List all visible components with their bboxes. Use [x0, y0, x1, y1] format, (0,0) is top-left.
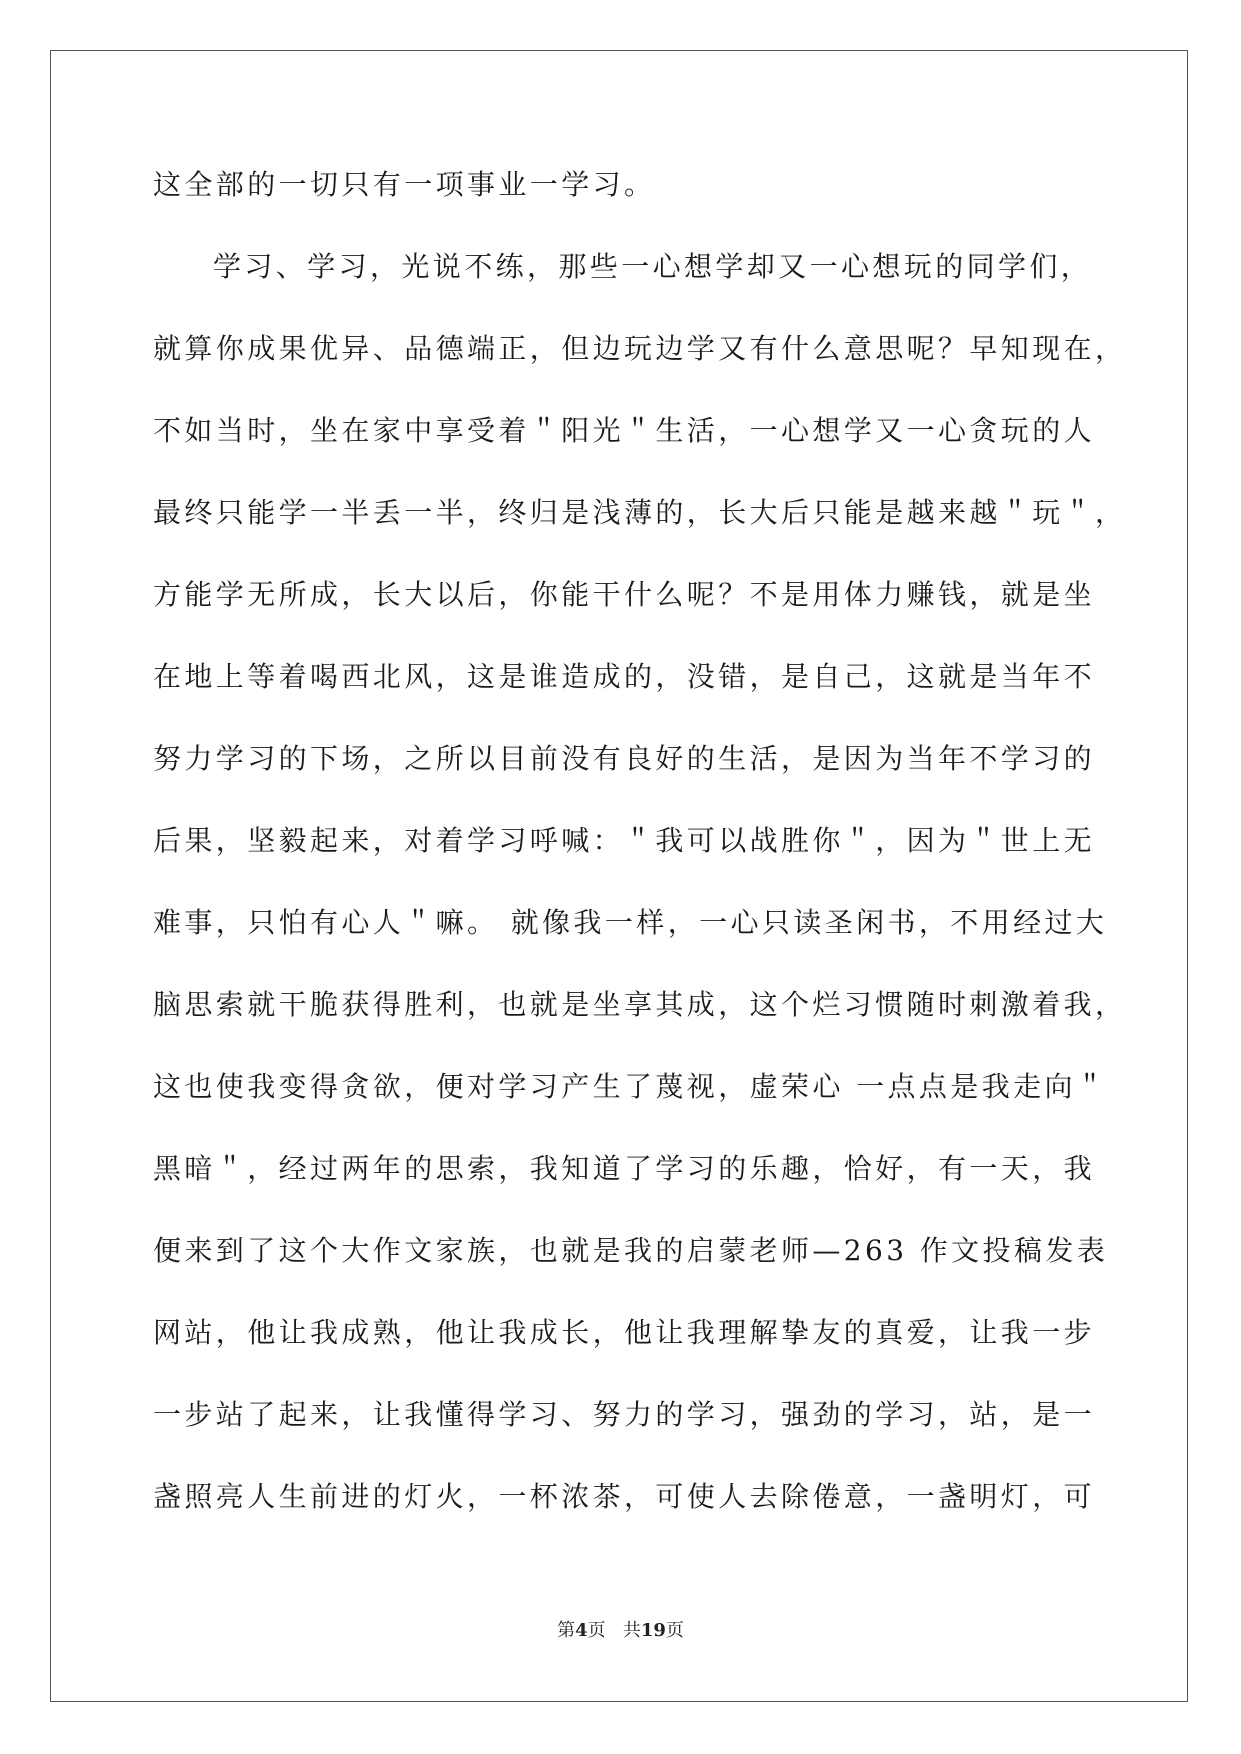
- text-line: 最终只能学一半丢一半，终归是浅薄的，长大后只能是越来越＂玩＂，: [153, 496, 1127, 529]
- text-line: 黑暗＂，经过两年的思索，我知道了学习的乐趣，恰好，有一天，我: [153, 1152, 1096, 1185]
- text-line: 一步站了起来，让我懂得学习、努力的学习，强劲的学习，站，是一: [153, 1398, 1096, 1431]
- page-footer: [0, 1616, 1241, 1642]
- text-line: 网站，他让我成熟，他让我成长，他让我理解挚友的真爱，让我一步: [153, 1316, 1096, 1349]
- footer-total-prefix: 共: [622, 1620, 641, 1641]
- text-line: 这也使我变得贪欲，便对学习产生了蔑视，虚荣心 一点点是我走向＂: [153, 1070, 1108, 1103]
- text-line: 脑思索就干脆获得胜利，也就是坐享其成，这个烂习惯随时刺激着我，: [153, 988, 1127, 1021]
- footer-prefix: 第: [557, 1620, 576, 1641]
- document-body: [153, 164, 1127, 1558]
- text-line: 不如当时，坐在家中享受着＂阳光＂生活，一心想学又一心贪玩的人: [153, 414, 1096, 447]
- footer-page-suffix: 页: [587, 1620, 606, 1641]
- text-line: 努力学习的下场，之所以目前没有良好的生活，是因为当年不学习的: [153, 742, 1096, 775]
- text-line: 这全部的一切只有一项事业一学习。: [153, 168, 656, 201]
- text-line: 后果，坚毅起来，对着学习呼喊：＂我可以战胜你＂，因为＂世上无: [153, 824, 1096, 857]
- text-line: 盏照亮人生前进的灯火，一杯浓茶，可使人去除倦意，一盏明灯，可: [153, 1480, 1096, 1513]
- total-page-count: 19: [640, 1620, 666, 1641]
- footer-total-suffix: 页: [665, 1620, 684, 1641]
- text-line: 在地上等着喝西北风，这是谁造成的，没错，是自己，这就是当年不: [153, 660, 1096, 693]
- current-page-number: 4: [575, 1620, 588, 1641]
- text-line: 学习、学习，光说不练，那些一心想学却又一心想玩的同学们，: [213, 250, 1093, 283]
- text-line: 方能学无所成，长大以后，你能干什么呢？不是用体力赚钱，就是坐: [153, 578, 1096, 611]
- text-line: 便来到了这个大作文家族，也就是我的启蒙老师—263 作文投稿发表: [153, 1234, 1109, 1267]
- text-line: 就算你成果优异、品德端正，但边玩边学又有什么意思呢？早知现在，: [153, 332, 1127, 365]
- text-line: 难事，只怕有心人＂嘛。 就像我一样，一心只读圣闲书，不用经过大: [153, 906, 1108, 939]
